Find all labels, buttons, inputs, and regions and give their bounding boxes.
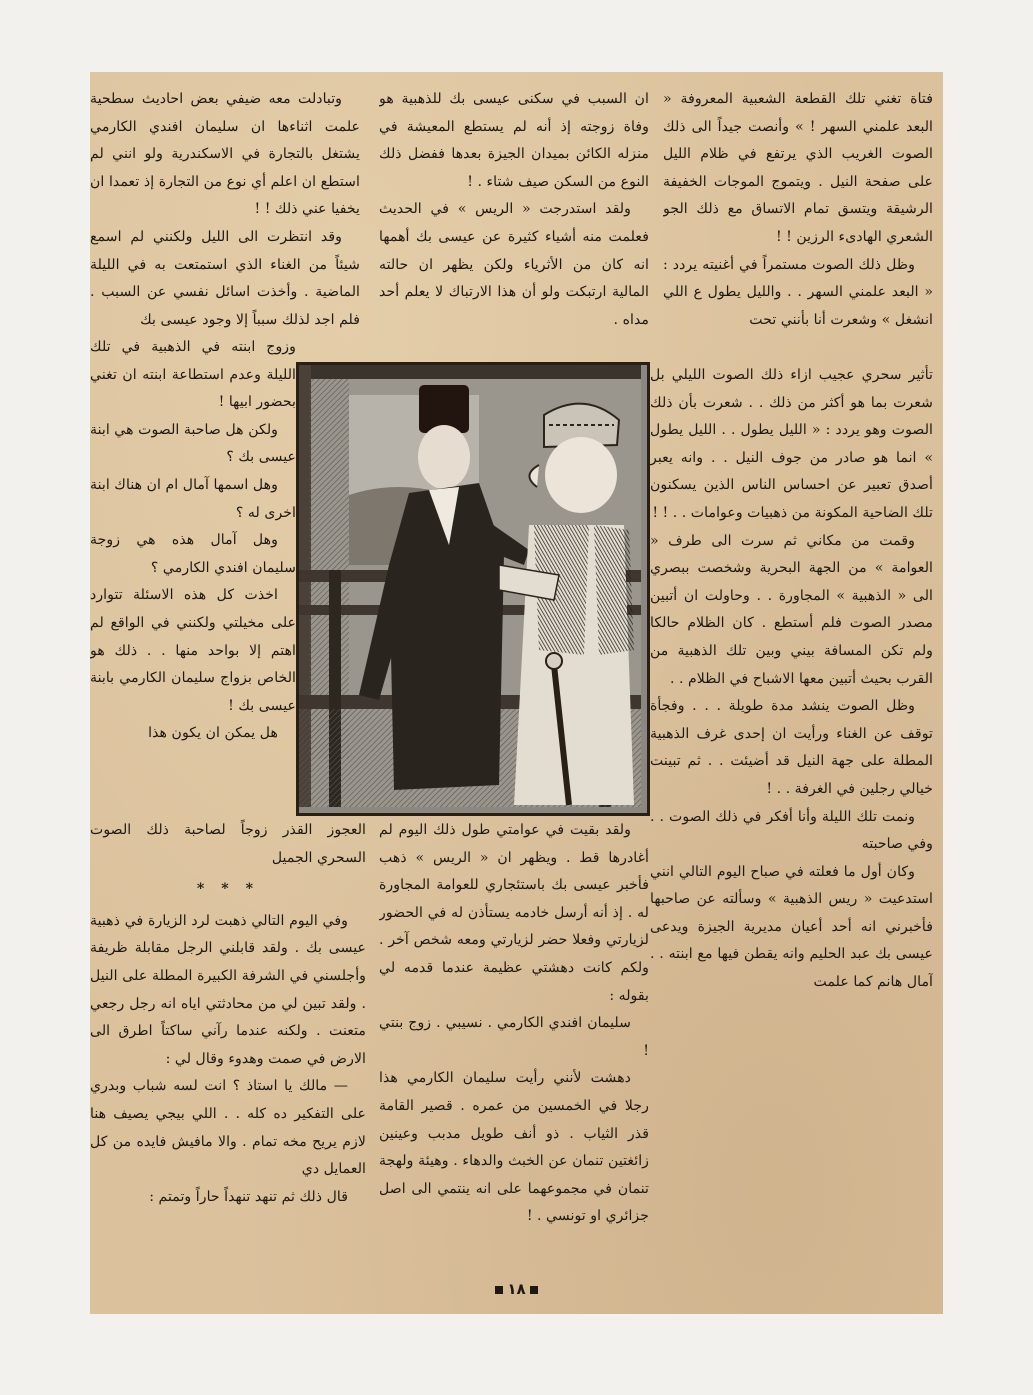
paragraph: وهل اسمها آمال ام ان هناك ابنة اخرى له ؟ <box>90 476 296 521</box>
paragraph: قال ذلك ثم تنهد تنهداً حاراً وتمتم : <box>149 1188 348 1205</box>
column-middle-bottom <box>379 817 649 1302</box>
paragraph: وقمت من مكاني ثم سرت الى طرف « العوامة » من الجهة البحرية وشخصت ببصري الى « الذهبية » المجاورة . . وحاولت ان أتبين مصدر الصوت فلم أستطع . كان الظلام حالكا ولم تكن المسافة بيني وبين تلك الذهبية من القرب بحيث أتبين معها الاشباح في الظلام . . <box>650 532 933 687</box>
story-illustration <box>296 362 650 816</box>
paragraph: تأثير سحري عجيب ازاء ذلك الصوت الليلي بل شعرت بما هو أكثر من ذلك . . شعرت بأن ذلك الصوت وهو يردد : « الليل يطول . . الليل يطول » انما هو صادر من جوف النيل . . وانه يعبر أصدق تعبير عن احساس الناس الذين يسكنون تلك الضاحية المكونة من ذهبيات وعوامات . . ! ! <box>650 367 933 521</box>
square-bullet-icon <box>530 1286 538 1294</box>
column-right-bottom <box>650 362 933 1302</box>
paragraph: وكان أول ما فعلته في صباح اليوم التالي انني استدعيت « ريس الذهبية » وسألته عن صاحبها فأخبرني انه أحد أعيان مديرية الجيزة ويدعى عيسى بك عبد الحليم وانه يقطن فيها مع ابنته . . آمال هانم كما علمت <box>650 863 933 991</box>
paragraph: وقد انتظرت الى الليل ولكنني لم اسمع شيئاً من الغناء الذي استمتعت به في الليلة الماضية . وأخذت اسائل نفسي عن السبب . فلم اجد لذلك سبباً إلا وجود عيسى بك <box>90 228 360 328</box>
paragraph: فتاة تغني تلك القطعة الشعبية المعروفة « البعد علمني السهر ! » وأنصت جيداً الى ذلك الصوت الغريب الذي يرتفع في ظلام الليل على صفحة النيل . ويتموج الموجات الخفيفة الرشيقة ويتسق تمام الاتساق مع ذلك الجو الشعري الهادىء الرزين ! ! <box>663 91 933 245</box>
paragraph: سليمان افندي الكارمي . نسيبي . زوج بنتي ! <box>379 1015 649 1059</box>
column-left-top <box>90 86 360 331</box>
paragraph: ولكن هل صاحبة الصوت هي ابنة عيسى بك ؟ <box>90 421 296 466</box>
column-left-bottom <box>90 817 366 1302</box>
paragraph: دهشت لأنني رأيت سليمان الكارمي هذا رجلا في الخمسين من عمره . قصير القامة قذر الثياب . ذو أنف طويل مدبب وعينين زائغتين تنمان عن الخبث والدهاء . وهيئة ولهجة تنمان في مجموعهما على انه ينتمي الى اصل جزائري او تونسي . ! <box>379 1070 649 1225</box>
column-middle-top <box>379 86 649 358</box>
paragraph: وزوج ابنته في الذهبية في تلك الليلة وعدم استطاعة ابنته ان تغني بحضور ابيها ! <box>90 339 296 411</box>
column-left-wrap <box>90 334 296 814</box>
paragraph: وهل آمال هذه هي زوجة سليمان افندي الكارمي ؟ <box>90 532 296 576</box>
paragraph: العجوز القذر زوجاً لصاحبة ذلك الصوت السحري الجميل <box>90 822 366 866</box>
paragraph: وفي اليوم التالي ذهبت لرد الزيارة في ذهبية عيسى بك . ولقد قابلني الرجل مقابلة ظريفة وأجلسني في الشرفة الكبيرة المطلة على النيل . ولقد تبين لي من محادثتي اياه انه رجل رجعي متعنت . ولكنه عندما رآني ساكتاً اطرق الى الارض في صمت وهدوء وقال لي : <box>90 912 366 1067</box>
square-bullet-icon <box>495 1286 503 1294</box>
paragraph: ولقد بقيت في عوامتي طول ذلك اليوم لم أغادرها قط . ويظهر ان « الريس » ذهب فأخبر عيسى بك باستئجاري للعوامة المجاورة له . إذ أنه أرسل خادمه يستأذن له في الحضور لزيارتي وفعلا حضر لزيارتي ومعه شخص آخر . ولكم كانت دهشتي عظيمة عندما قدمه لي بقوله : <box>379 822 649 1004</box>
section-divider: * * * <box>196 881 260 898</box>
two-men-fez-turban-icon <box>299 365 641 807</box>
paragraph: — مالك يا استاذ ؟ انت لسه شباب وبدري على التفكير ده كله . . اللي بيجي يصيف هنا لازم يريح مخه تمام . والا مافيش فايده من كل العمايل دي <box>90 1078 366 1178</box>
paragraph: اخذت كل هذه الاسئلة تتوارد على مخيلتي ولكنني في الواقع لم اهتم إلا بواحد منها . . ذلك هو الخاص بزواج سليمان الكارمي بابنة عيسى بك ! <box>90 587 296 714</box>
column-right-top <box>663 86 933 358</box>
page-number-value: ١٨ <box>507 1280 526 1298</box>
paragraph: وظل ذلك الصوت مستمراً في أغنيته يردد : « البعد علمني السهر . . والليل يطول ع اللي انشغل » وشعرت أنا بأنني تحت <box>663 256 933 328</box>
paragraph: ان السبب في سكنى عيسى بك للذهبية هو وفاة زوجته إذ أنه لم يستطع المعيشة في منزله الكائن بميدان الجيزة بعدها ففضل ذلك النوع من السكن صيف شتاء . ! <box>379 91 649 190</box>
paragraph: ونمت تلك الليلة وأنا أفكر في ذلك الصوت . . وفي صاحبته <box>650 808 933 853</box>
paragraph: هل يمكن ان يكون هذا <box>148 725 278 742</box>
paragraph: وظل الصوت ينشد مدة طويلة . . . وفجأة توقف عن الغناء ورأيت ان إحدى غرف الذهبية المطلة على جهة النيل قد أضيئت . . ثم تبينت خيالي رجلين في الغرفة . . ! <box>650 698 933 797</box>
paragraph: ولقد استدرجت « الريس » في الحديث فعلمت منه أشياء كثيرة عن عيسى بك أهمها انه كان من الأثرياء ولكن يظهر ان حالته المالية ارتبكت ولو أن هذا الارتباك لا يعلم أحد مداه . <box>379 201 649 328</box>
page-number <box>90 1280 943 1298</box>
magazine-page <box>90 72 943 1314</box>
paragraph: وتبادلت معه ضيفي بعض احاديث سطحية علمت اثناءها ان سليمان افندي الكارمي يشتغل بالتجارة في الاسكندرية ولو انني لم استطع ان اعلم أي نوع من التجارة إذ تعمدا ان يخفيا عني ذلك ! ! <box>90 91 360 218</box>
